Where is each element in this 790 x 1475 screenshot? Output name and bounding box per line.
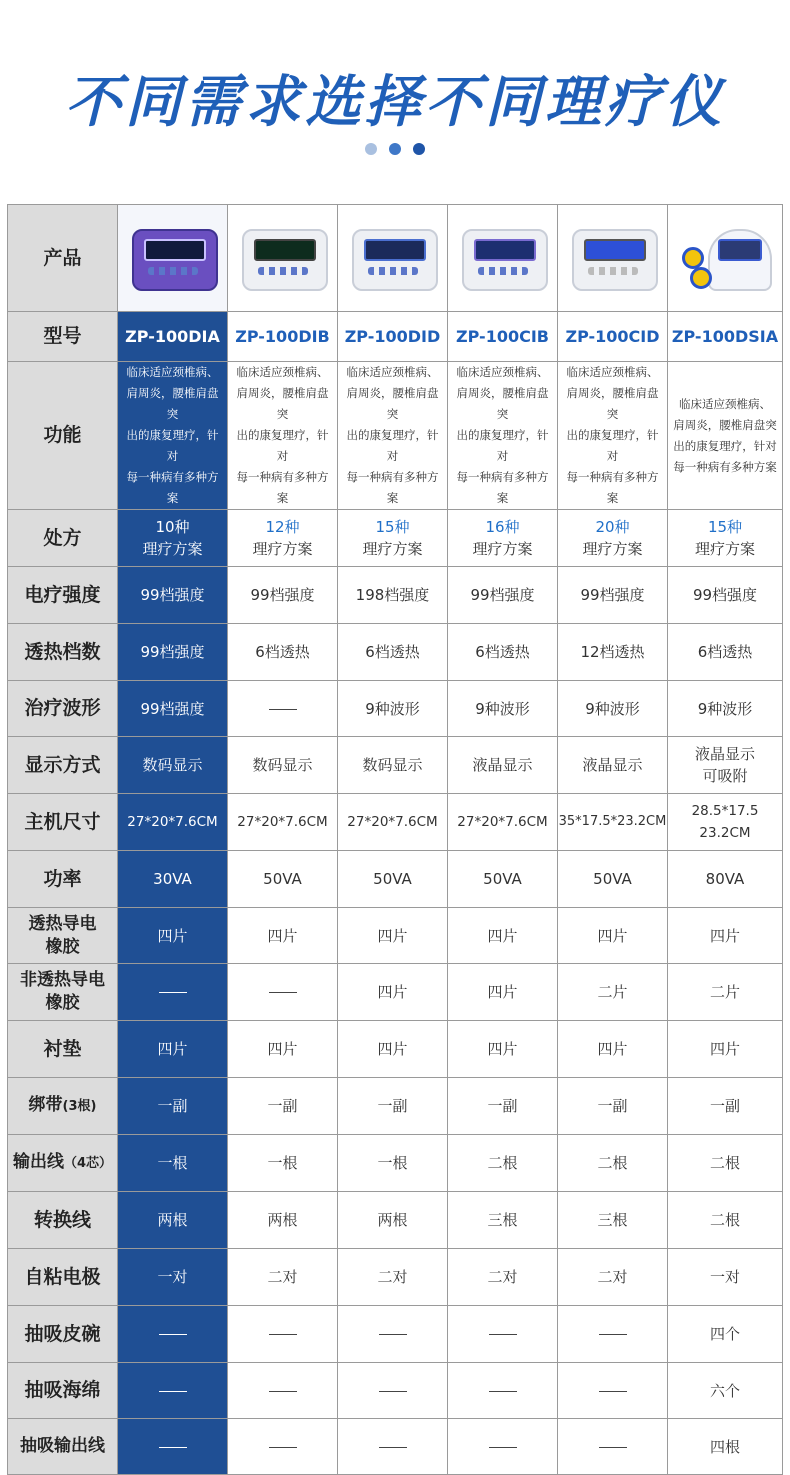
heat-rubber-cell: 四片 [558, 908, 668, 964]
output-cell: 二根 [668, 1135, 783, 1192]
prescription-cell: 20种 理疗方案 [558, 510, 668, 567]
heat-cell: 99档强度 [118, 624, 228, 681]
output-cell: 一根 [118, 1135, 228, 1192]
strap-cell: 一副 [338, 1078, 448, 1135]
waveform-cell: 9种波形 [448, 681, 558, 737]
device-ZP-100DID-image [346, 223, 440, 293]
display-cell: 数码显示 [338, 737, 448, 794]
indicator-dot-2 [389, 143, 401, 155]
product-image-cell [448, 205, 558, 312]
adapter-cell: 两根 [228, 1192, 338, 1249]
suction-line-cell [558, 1419, 668, 1475]
nonheat-rubber-cell: 四片 [448, 964, 558, 1021]
heat-rubber-cell: 四片 [118, 908, 228, 964]
label-prescription: 处方 [8, 510, 118, 567]
output-cell: 二根 [448, 1135, 558, 1192]
heat-cell: 6档透热 [338, 624, 448, 681]
pad-cell: 四片 [118, 1021, 228, 1078]
dash-none [269, 992, 297, 993]
row-intensity [8, 567, 783, 624]
dash-none [269, 1334, 297, 1335]
strap-cell: 一副 [228, 1078, 338, 1135]
row-adapter [8, 1192, 783, 1249]
electrode-cell: 二对 [448, 1249, 558, 1306]
cup-cell: 四个 [668, 1306, 783, 1363]
dash-none [269, 1391, 297, 1392]
sponge-cell [448, 1363, 558, 1419]
intensity-cell: 198档强度 [338, 567, 448, 624]
model-cell: ZP-100DSIA [668, 312, 783, 362]
heat-rubber-cell: 四片 [338, 908, 448, 964]
cup-cell [448, 1306, 558, 1363]
row-power [8, 851, 783, 908]
heat-cell: 6档透热 [228, 624, 338, 681]
nonheat-rubber-cell: 二片 [668, 964, 783, 1021]
electrode-cell: 二对 [558, 1249, 668, 1306]
sponge-cell [118, 1363, 228, 1419]
indicator-dot-3 [413, 143, 425, 155]
electrode-cell: 一对 [118, 1249, 228, 1306]
label-waveform: 治疗波形 [8, 681, 118, 737]
adapter-cell: 三根 [448, 1192, 558, 1249]
label-strap: 绑带(3根) [8, 1078, 118, 1135]
pad-cell: 四片 [228, 1021, 338, 1078]
label-product: 产品 [8, 205, 118, 312]
sponge-cell: 六个 [668, 1363, 783, 1419]
strap-cell: 一副 [118, 1078, 228, 1135]
indicator-dot-1 [365, 143, 377, 155]
label-size: 主机尺寸 [8, 794, 118, 851]
strap-cell: 一副 [558, 1078, 668, 1135]
display-cell: 数码显示 [118, 737, 228, 794]
function-cell: 临床适应颈椎病、 肩周炎，腰椎肩盘突 出的康复理疗，针对 每一种病有多种方案 [668, 362, 783, 510]
prescription-cell: 16种 理疗方案 [448, 510, 558, 567]
dash-none [489, 1391, 517, 1392]
row-display [8, 737, 783, 794]
waveform-cell [228, 681, 338, 737]
function-cell: 临床适应颈椎病、 肩周炎，腰椎肩盘突 出的康复理疗，针对 每一种病有多种方案 [228, 362, 338, 510]
label-heat: 透热档数 [8, 624, 118, 681]
intensity-cell: 99档强度 [668, 567, 783, 624]
device-ZP-100DSIA-image [678, 223, 772, 293]
cup-cell [228, 1306, 338, 1363]
adapter-cell: 两根 [338, 1192, 448, 1249]
power-cell: 50VA [448, 851, 558, 908]
display-cell: 数码显示 [228, 737, 338, 794]
product-image-cell [558, 205, 668, 312]
dash-none [599, 1391, 627, 1392]
pad-cell: 四片 [558, 1021, 668, 1078]
product-image-cell [118, 205, 228, 312]
row-heat-rubber [8, 908, 783, 964]
row-strap [8, 1078, 783, 1135]
dash-none [489, 1334, 517, 1335]
row-output [8, 1135, 783, 1192]
suction-line-cell [228, 1419, 338, 1475]
model-cell: ZP-100CIB [448, 312, 558, 362]
power-cell: 50VA [338, 851, 448, 908]
dash-none [379, 1391, 407, 1392]
waveform-cell: 9种波形 [558, 681, 668, 737]
pad-cell: 四片 [338, 1021, 448, 1078]
function-cell: 临床适应颈椎病、 肩周炎，腰椎肩盘突 出的康复理疗，针对 每一种病有多种方案 [448, 362, 558, 510]
adapter-cell: 两根 [118, 1192, 228, 1249]
strap-cell: 一副 [668, 1078, 783, 1135]
sponge-cell [338, 1363, 448, 1419]
page-indicator [0, 143, 790, 155]
intensity-cell: 99档强度 [558, 567, 668, 624]
row-suction-line [8, 1419, 783, 1475]
pad-cell: 四片 [448, 1021, 558, 1078]
label-adapter: 转换线 [8, 1192, 118, 1249]
label-function: 功能 [8, 362, 118, 510]
function-cell: 临床适应颈椎病、 肩周炎，腰椎肩盘突 出的康复理疗，针对 每一种病有多种方案 [118, 362, 228, 510]
pad-cell: 四片 [668, 1021, 783, 1078]
cup-cell [338, 1306, 448, 1363]
power-cell: 80VA [668, 851, 783, 908]
product-image-cell [338, 205, 448, 312]
intensity-cell: 99档强度 [448, 567, 558, 624]
function-cell: 临床适应颈椎病、 肩周炎，腰椎肩盘突 出的康复理疗，针对 每一种病有多种方案 [338, 362, 448, 510]
adapter-cell: 二根 [668, 1192, 783, 1249]
model-cell: ZP-100DIA [118, 312, 228, 362]
suction-line-cell [448, 1419, 558, 1475]
heat-cell: 6档透热 [668, 624, 783, 681]
waveform-cell: 9种波形 [668, 681, 783, 737]
size-cell: 35*17.5*23.2CM [558, 794, 668, 851]
dash-none [379, 1334, 407, 1335]
product-image-cell [228, 205, 338, 312]
suction-line-cell [118, 1419, 228, 1475]
prescription-cell: 12种 理疗方案 [228, 510, 338, 567]
label-output: 输出线（4芯） [8, 1135, 118, 1192]
row-sponge [8, 1363, 783, 1419]
row-size [8, 794, 783, 851]
output-cell: 一根 [338, 1135, 448, 1192]
label-suction-line: 抽吸输出线 [8, 1419, 118, 1475]
waveform-cell: 9种波形 [338, 681, 448, 737]
display-cell: 液晶显示 [558, 737, 668, 794]
label-model: 型号 [8, 312, 118, 362]
dash-none [159, 1447, 187, 1448]
label-electrode: 自粘电极 [8, 1249, 118, 1306]
size-cell: 28.5*17.5 23.2CM [668, 794, 783, 851]
strap-cell: 一副 [448, 1078, 558, 1135]
power-cell: 30VA [118, 851, 228, 908]
intensity-cell: 99档强度 [228, 567, 338, 624]
dash-none [599, 1447, 627, 1448]
electrode-cell: 二对 [228, 1249, 338, 1306]
size-cell: 27*20*7.6CM [338, 794, 448, 851]
dash-none [269, 1447, 297, 1448]
suction-line-cell: 四根 [668, 1419, 783, 1475]
row-cup [8, 1306, 783, 1363]
suction-line-cell [338, 1419, 448, 1475]
adapter-cell: 三根 [558, 1192, 668, 1249]
display-cell: 液晶显示 可吸附 [668, 737, 783, 794]
output-cell: 一根 [228, 1135, 338, 1192]
prescription-cell: 15种 理疗方案 [338, 510, 448, 567]
page-title: 不同需求选择不同理疗仪 [65, 70, 725, 135]
model-cell: ZP-100CID [558, 312, 668, 362]
row-product [8, 205, 783, 312]
row-prescription [8, 510, 783, 567]
dash-none [159, 1391, 187, 1392]
label-pad: 衬垫 [8, 1021, 118, 1078]
dash-none [159, 1334, 187, 1335]
cup-cell [558, 1306, 668, 1363]
nonheat-rubber-cell [228, 964, 338, 1021]
row-function [8, 362, 783, 510]
dash-none [489, 1447, 517, 1448]
nonheat-rubber-cell [118, 964, 228, 1021]
device-ZP-100CID-image [566, 223, 660, 293]
model-cell: ZP-100DID [338, 312, 448, 362]
device-ZP-100DIA-image [126, 223, 220, 293]
size-cell: 27*20*7.6CM [118, 794, 228, 851]
heat-rubber-cell: 四片 [448, 908, 558, 964]
heat-rubber-cell: 四片 [228, 908, 338, 964]
nonheat-rubber-cell: 四片 [338, 964, 448, 1021]
label-nonheat-rubber: 非透热导电 橡胶 [8, 964, 118, 1021]
electrode-cell: 二对 [338, 1249, 448, 1306]
prescription-cell: 10种 理疗方案 [118, 510, 228, 567]
heat-cell: 6档透热 [448, 624, 558, 681]
size-cell: 27*20*7.6CM [228, 794, 338, 851]
heat-cell: 12档透热 [558, 624, 668, 681]
dash-none [159, 992, 187, 993]
row-nonheat-rubber [8, 964, 783, 1021]
label-cup: 抽吸皮碗 [8, 1306, 118, 1363]
nonheat-rubber-cell: 二片 [558, 964, 668, 1021]
power-cell: 50VA [558, 851, 668, 908]
size-cell: 27*20*7.6CM [448, 794, 558, 851]
row-waveform [8, 681, 783, 737]
label-power: 功率 [8, 851, 118, 908]
function-cell: 临床适应颈椎病、 肩周炎，腰椎肩盘突 出的康复理疗，针对 每一种病有多种方案 [558, 362, 668, 510]
display-cell: 液晶显示 [448, 737, 558, 794]
prescription-cell: 15种 理疗方案 [668, 510, 783, 567]
power-cell: 50VA [228, 851, 338, 908]
row-heat [8, 624, 783, 681]
label-heat-rubber: 透热导电 橡胶 [8, 908, 118, 964]
waveform-cell: 99档强度 [118, 681, 228, 737]
label-sponge: 抽吸海绵 [8, 1363, 118, 1419]
device-ZP-100DIB-image [236, 223, 330, 293]
intensity-cell: 99档强度 [118, 567, 228, 624]
product-image-cell [668, 205, 783, 312]
model-cell: ZP-100DIB [228, 312, 338, 362]
device-ZP-100CIB-image [456, 223, 550, 293]
sponge-cell [228, 1363, 338, 1419]
row-model [8, 312, 783, 362]
comparison-table [7, 204, 783, 1475]
dash-none [269, 709, 297, 710]
heat-rubber-cell: 四片 [668, 908, 783, 964]
label-display: 显示方式 [8, 737, 118, 794]
row-pad [8, 1021, 783, 1078]
label-intensity: 电疗强度 [8, 567, 118, 624]
dash-none [379, 1447, 407, 1448]
sponge-cell [558, 1363, 668, 1419]
output-cell: 二根 [558, 1135, 668, 1192]
electrode-cell: 一对 [668, 1249, 783, 1306]
row-electrode [8, 1249, 783, 1306]
dash-none [599, 1334, 627, 1335]
cup-cell [118, 1306, 228, 1363]
